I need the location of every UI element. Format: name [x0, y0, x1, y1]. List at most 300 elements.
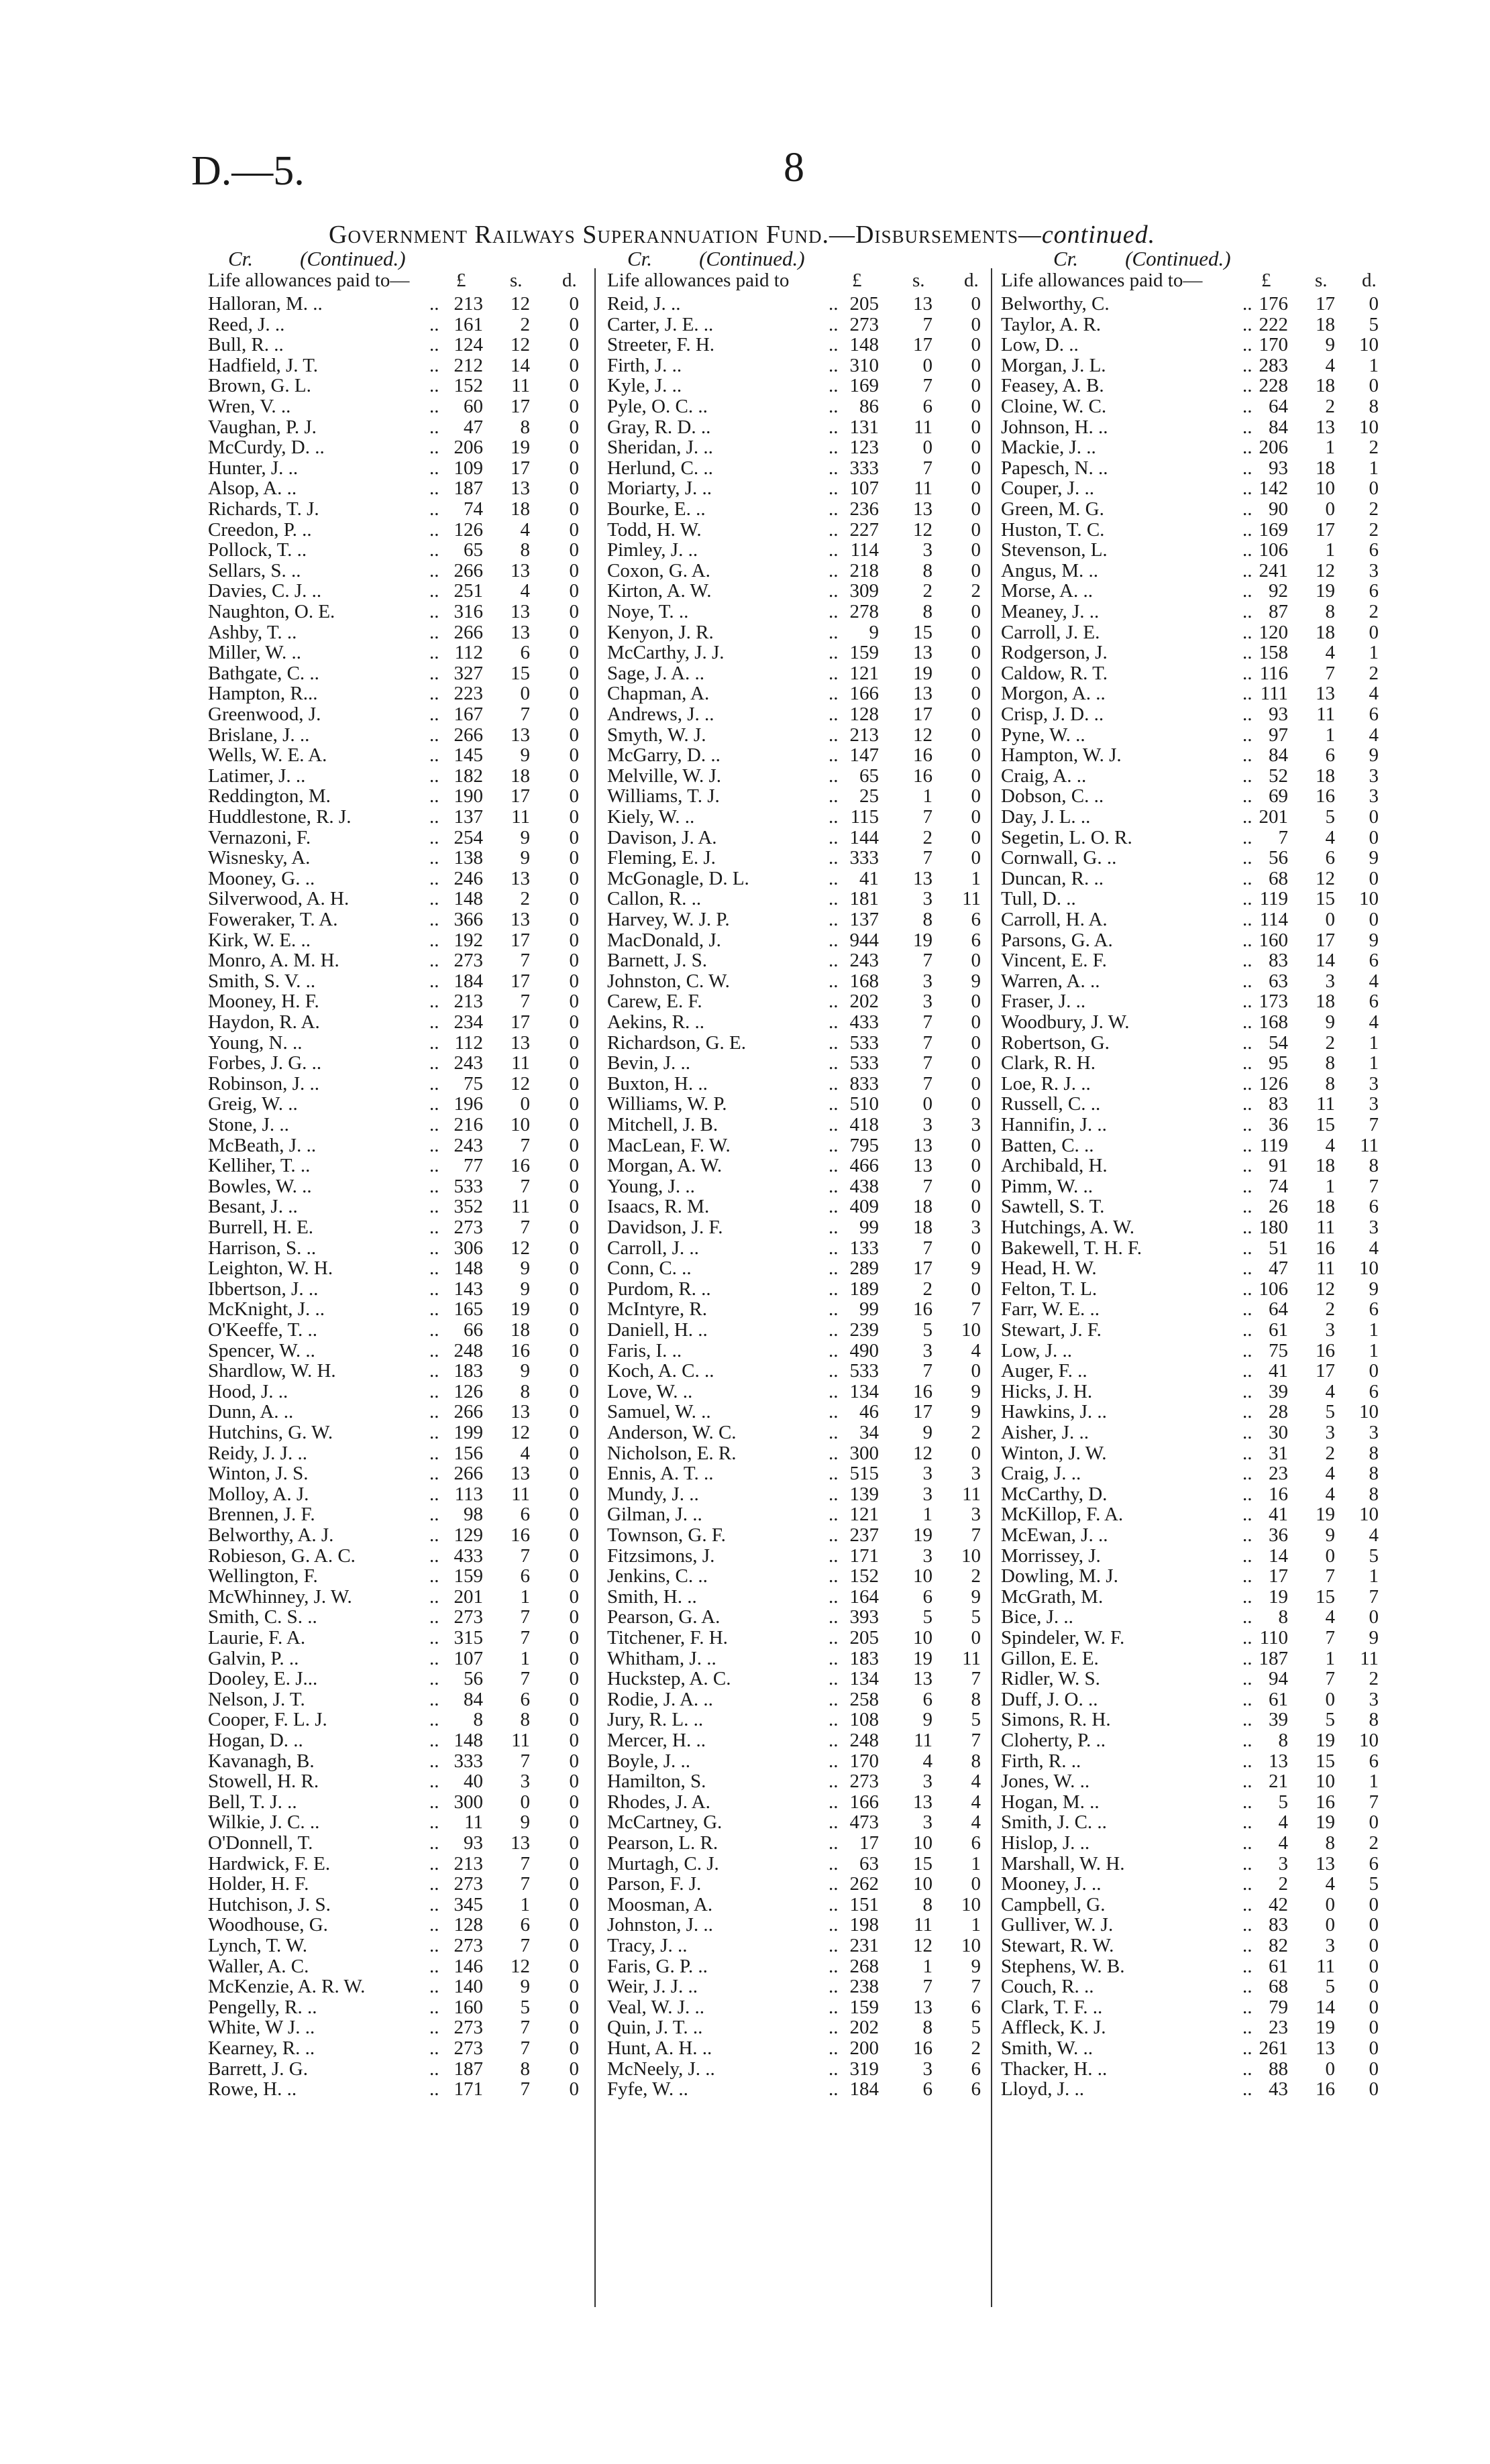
payee-name: Herlund, C. ..: [607, 457, 713, 479]
amount-shillings: 15: [511, 662, 530, 684]
amount-shillings: 5: [1325, 806, 1335, 828]
amount-shillings: 19: [913, 929, 933, 951]
amount-pence: 6: [1369, 991, 1379, 1013]
amount-pounds: 273: [454, 2037, 483, 2059]
amount-shillings: 12: [511, 1072, 530, 1095]
amount-pence: 0: [971, 313, 981, 335]
payee-name: White, W J. ..: [208, 2017, 315, 2039]
amount-pounds: 236: [849, 498, 879, 520]
amount-shillings: 9: [520, 847, 530, 869]
document-reference: D.—5.: [191, 148, 305, 194]
table-row: [1001, 601, 1379, 622]
amount-pence: 0: [569, 1811, 579, 1834]
payee-name: Huston, T. C.: [1001, 518, 1105, 541]
amount-pence: 4: [1369, 970, 1379, 992]
amount-shillings: 9: [520, 1976, 530, 1998]
leader-dots: ..: [429, 1422, 439, 1443]
amount-pounds: 88: [1269, 2058, 1288, 2080]
table-row: [1001, 416, 1379, 438]
leader-dots: ..: [1242, 642, 1253, 664]
amount-pounds: 19: [1269, 1585, 1288, 1608]
amount-shillings: 9: [520, 1360, 530, 1382]
amount-pence: 3: [971, 1463, 981, 1485]
payee-name: Duff, J. O. ..: [1001, 1688, 1098, 1710]
table-row: [607, 991, 981, 1012]
amount-shillings: 6: [922, 1688, 933, 1710]
amount-pounds: 166: [849, 1791, 879, 1813]
amount-pounds: 202: [849, 2017, 879, 2039]
payee-name: Foweraker, T. A.: [208, 909, 338, 930]
amount-shillings: 0: [1325, 498, 1335, 520]
amount-pounds: 112: [454, 642, 483, 664]
payee-name: Pimm, W. ..: [1001, 1175, 1093, 1197]
amount-pounds: 8: [1278, 1606, 1288, 1628]
amount-shillings: 7: [520, 1545, 530, 1567]
amount-pounds: 160: [454, 1996, 483, 2018]
leader-dots: ..: [829, 354, 839, 376]
leader-dots: ..: [1242, 2078, 1253, 2101]
header-shillings: s.: [912, 270, 925, 291]
amount-pounds: 213: [849, 724, 879, 746]
amount-pence: 9: [1369, 744, 1379, 767]
leader-dots: ..: [1242, 1175, 1253, 1197]
amount-pounds: 248: [849, 1730, 879, 1751]
payee-name: Cloherty, P. ..: [1001, 1730, 1106, 1751]
table-row: [607, 1278, 981, 1300]
amount-pence: 11: [962, 888, 981, 910]
payee-name: McGrath, M.: [1001, 1585, 1104, 1608]
amount-pounds: 366: [454, 909, 483, 930]
amount-shillings: 6: [520, 1565, 530, 1587]
amount-pence: 6: [1369, 1298, 1379, 1321]
amount-pounds: 137: [849, 909, 879, 930]
amount-pence: 3: [1369, 1093, 1379, 1115]
amount-pounds: 121: [849, 1504, 879, 1526]
amount-pounds: 273: [849, 1771, 879, 1793]
payee-name: Reddington, M.: [208, 785, 331, 807]
amount-shillings: 4: [1325, 354, 1335, 376]
payee-name: Carew, E. F.: [607, 991, 702, 1013]
amount-pence: 0: [569, 1852, 579, 1874]
table-row: [208, 1340, 579, 1361]
amount-pounds: 28: [1269, 1401, 1288, 1423]
table-row: [607, 1237, 981, 1259]
amount-shillings: 0: [1325, 2058, 1335, 2080]
payee-name: Hawkins, J. ..: [1001, 1401, 1107, 1423]
amount-pence: 0: [569, 1976, 579, 1998]
amount-pence: 0: [569, 2037, 579, 2059]
amount-shillings: 13: [511, 909, 530, 930]
payee-name: Smith, S. V. ..: [208, 970, 316, 992]
amount-pence: 1: [1369, 1052, 1379, 1074]
amount-pence: 0: [569, 1565, 579, 1587]
amount-pounds: 129: [454, 1524, 483, 1546]
amount-pounds: 231: [849, 1935, 879, 1956]
amount-pence: 0: [971, 1072, 981, 1095]
payee-name: Pearson, L. R.: [607, 1832, 719, 1854]
payee-name: Reed, J. ..: [208, 313, 285, 335]
leader-dots: ..: [429, 1976, 439, 1998]
amount-pence: 0: [569, 437, 579, 459]
payee-name: Hicks, J. H.: [1001, 1380, 1093, 1402]
payee-name: Belworthy, C.: [1001, 293, 1110, 315]
payee-name: Ridler, W. S.: [1001, 1668, 1100, 1690]
leader-dots: ..: [1242, 1832, 1253, 1854]
amount-pounds: 86: [859, 396, 879, 417]
payee-name: Papesch, N. ..: [1001, 457, 1108, 479]
amount-shillings: 19: [1316, 2017, 1335, 2039]
amount-shillings: 19: [511, 1298, 530, 1321]
payee-name: McGonagle, D. L.: [607, 867, 749, 889]
amount-shillings: 12: [1316, 559, 1335, 581]
leader-dots: ..: [1242, 580, 1253, 602]
amount-shillings: 9: [1325, 1011, 1335, 1033]
amount-pence: 7: [971, 1668, 981, 1690]
amount-pence: 0: [1369, 1955, 1379, 1977]
table-row: [607, 1483, 981, 1505]
payee-name: Vernazoni, F.: [208, 826, 311, 848]
payee-name: Quin, J. T. ..: [607, 2017, 703, 2039]
payee-name: Stewart, R. W.: [1001, 1935, 1114, 1956]
payee-name: Morse, A. ..: [1001, 580, 1093, 602]
amount-pence: 0: [971, 354, 981, 376]
amount-shillings: 3: [922, 1339, 933, 1361]
amount-shillings: 9: [922, 1709, 933, 1731]
amount-shillings: 4: [1325, 1463, 1335, 1485]
leader-dots: ..: [429, 1996, 439, 2018]
amount-shillings: 0: [922, 354, 933, 376]
amount-shillings: 17: [913, 1401, 933, 1423]
leader-dots: ..: [829, 1196, 839, 1218]
column-credit-heading: [1053, 247, 1231, 271]
payee-name: Hogan, D. ..: [208, 1730, 303, 1751]
amount-pounds: 84: [1269, 416, 1288, 438]
payee-name: Spencer, W. ..: [208, 1339, 315, 1361]
table-row: [208, 1032, 579, 1054]
payee-name: Bull, R. ..: [208, 334, 284, 356]
amount-pounds: 300: [849, 1442, 879, 1464]
payee-name: Vincent, E. F.: [1001, 950, 1107, 972]
amount-pence: 7: [971, 1524, 981, 1546]
amount-pence: 0: [569, 601, 579, 622]
payee-name: Jenkins, C. ..: [607, 1565, 708, 1587]
table-row: [1001, 437, 1379, 458]
table-row: [1001, 930, 1379, 951]
leader-dots: ..: [829, 642, 839, 664]
payee-name: Farr, W. E. ..: [1001, 1298, 1100, 1321]
payee-name: Conn, C. ..: [607, 1257, 692, 1280]
amount-shillings: 9: [1325, 1524, 1335, 1546]
amount-pence: 0: [569, 1606, 579, 1628]
table-row: [1001, 560, 1379, 581]
table-row: [607, 622, 981, 643]
payee-name: Alsop, A. ..: [208, 478, 297, 500]
table-row: [607, 580, 981, 602]
amount-shillings: 11: [511, 1483, 530, 1505]
amount-shillings: 17: [1316, 518, 1335, 541]
payee-name: Boyle, J. ..: [607, 1750, 691, 1772]
table-row: [607, 2058, 981, 2080]
amount-pounds: 93: [1269, 457, 1288, 479]
amount-pence: 0: [569, 1955, 579, 1977]
leader-dots: ..: [429, 1750, 439, 1772]
amount-shillings: 9: [922, 1422, 933, 1443]
leader-dots: ..: [1242, 1052, 1253, 1074]
leader-dots: ..: [829, 704, 839, 725]
amount-pounds: 42: [1269, 1893, 1288, 1915]
leader-dots: ..: [429, 950, 439, 972]
amount-pence: 1: [1369, 354, 1379, 376]
amount-pence: 6: [971, 1996, 981, 2018]
amount-pounds: 114: [850, 539, 879, 561]
amount-pounds: 106: [1259, 1278, 1288, 1300]
table-row: [1001, 1853, 1379, 1874]
amount-shillings: 4: [1325, 1380, 1335, 1402]
amount-pounds: 64: [1269, 1298, 1288, 1321]
payee-name: Hunt, A. H. ..: [607, 2037, 712, 2059]
table-row: [607, 1298, 981, 1320]
payee-name: Parsons, G. A.: [1001, 929, 1113, 951]
amount-pence: 0: [971, 1873, 981, 1895]
amount-pence: 4: [1369, 1237, 1379, 1259]
amount-pence: 1: [971, 1852, 981, 1874]
payee-name: Spindeler, W. F.: [1001, 1627, 1125, 1648]
leader-dots: ..: [1242, 437, 1253, 459]
leader-dots: ..: [1242, 847, 1253, 869]
payee-name: Veal, W. J. ..: [607, 1996, 704, 2018]
amount-pence: 1: [1369, 1339, 1379, 1361]
payee-name: Buxton, H. ..: [607, 1072, 708, 1095]
amount-pence: 7: [1369, 1585, 1379, 1608]
leader-dots: ..: [429, 334, 439, 356]
table-row: [208, 1811, 579, 1833]
amount-pence: 0: [569, 1114, 579, 1135]
amount-shillings: 11: [1316, 1955, 1335, 1977]
payee-name: Barnett, J. S.: [607, 950, 708, 972]
table-row: [1001, 293, 1379, 315]
table-row: [1001, 1730, 1379, 1751]
amount-pounds: 237: [849, 1524, 879, 1546]
amount-pounds: 36: [1269, 1114, 1288, 1135]
amount-pounds: 227: [849, 518, 879, 541]
title-text: Government Railways Superannuation Fund.—Disbursements: [329, 221, 1019, 249]
payee-name: Hutchings, A. W.: [1001, 1217, 1134, 1238]
amount-pence: 9: [971, 1380, 981, 1402]
amount-pence: 10: [1359, 1730, 1379, 1751]
amount-pence: 8: [1369, 1709, 1379, 1731]
table-row: [208, 909, 579, 930]
payee-name: Parson, F. J.: [607, 1873, 702, 1895]
amount-shillings: 13: [1316, 2037, 1335, 2059]
payee-name: McCartney, G.: [607, 1811, 723, 1834]
amount-pounds: 95: [1269, 1052, 1288, 1074]
amount-shillings: 3: [922, 1545, 933, 1567]
amount-pence: 2: [971, 1565, 981, 1587]
amount-pence: 0: [1369, 867, 1379, 889]
amount-shillings: 3: [1325, 1935, 1335, 1956]
amount-pence: 0: [569, 478, 579, 500]
amount-pence: 3: [1369, 559, 1379, 581]
amount-shillings: 16: [1316, 1339, 1335, 1361]
amount-shillings: 11: [1316, 1257, 1335, 1280]
amount-pence: 9: [971, 1585, 981, 1608]
amount-pence: 0: [971, 293, 981, 315]
table-row: [1001, 1648, 1379, 1669]
payee-name: Stewart, J. F.: [1001, 1319, 1102, 1341]
payee-name: McKenzie, A. R. W.: [208, 1976, 366, 1998]
amount-pounds: 115: [850, 806, 879, 828]
table-row: [208, 2017, 579, 2038]
leader-dots: ..: [1242, 1976, 1253, 1998]
amount-shillings: 2: [520, 313, 530, 335]
table-row: [607, 1196, 981, 1217]
amount-pounds: 795: [849, 1134, 879, 1156]
leader-dots: ..: [1242, 950, 1253, 972]
amount-pence: 0: [569, 1873, 579, 1895]
amount-pounds: 201: [454, 1585, 483, 1608]
amount-pounds: 39: [1269, 1709, 1288, 1731]
amount-pounds: 34: [859, 1422, 879, 1443]
leader-dots: ..: [1242, 1996, 1253, 2018]
amount-shillings: 1: [520, 1585, 530, 1608]
leader-dots: ..: [1242, 416, 1253, 438]
leader-dots: ..: [429, 1545, 439, 1567]
payee-name: Kenyon, J. R.: [607, 621, 714, 643]
table-row: [1001, 1360, 1379, 1382]
table-row: [208, 1196, 579, 1217]
amount-pounds: 90: [1269, 498, 1288, 520]
payee-name: Cornwall, G. ..: [1001, 847, 1117, 869]
amount-pence: 0: [1369, 2058, 1379, 2080]
leader-dots: ..: [829, 1627, 839, 1648]
table-row: [607, 519, 981, 541]
amount-pounds: 213: [454, 991, 483, 1013]
amount-shillings: 0: [1325, 1914, 1335, 1936]
amount-pence: 0: [569, 1730, 579, 1751]
amount-pence: 10: [1359, 416, 1379, 438]
amount-pence: 9: [1369, 929, 1379, 951]
table-row: [1001, 1811, 1379, 1833]
table-row: [607, 1135, 981, 1156]
leader-dots: ..: [829, 970, 839, 992]
payee-name: Craig, A. ..: [1001, 765, 1087, 787]
payee-name: Sage, J. A. ..: [607, 662, 704, 684]
leader-dots: ..: [429, 1072, 439, 1095]
amount-shillings: 2: [1325, 1442, 1335, 1464]
payee-name: Bell, T. J. ..: [208, 1791, 297, 1813]
amount-pounds: 121: [849, 662, 879, 684]
payee-name: Warren, A. ..: [1001, 970, 1100, 992]
payee-name: Dowling, M. J.: [1001, 1565, 1118, 1587]
payee-name: Rowe, H. ..: [208, 2078, 297, 2101]
amount-pence: 7: [1369, 1791, 1379, 1813]
amount-shillings: 3: [922, 2058, 933, 2080]
amount-shillings: 7: [520, 1175, 530, 1197]
payee-name: Moriarty, J. ..: [607, 478, 712, 500]
leader-dots: ..: [1242, 1791, 1253, 1813]
amount-pounds: 169: [1259, 518, 1288, 541]
amount-shillings: 10: [1316, 478, 1335, 500]
leader-dots: ..: [1242, 1893, 1253, 1915]
amount-shillings: 15: [913, 621, 933, 643]
amount-pence: 0: [971, 334, 981, 356]
amount-pounds: 23: [1269, 2017, 1288, 2039]
amount-pounds: 75: [1269, 1339, 1288, 1361]
amount-pounds: 148: [454, 1257, 483, 1280]
amount-shillings: 3: [1325, 1422, 1335, 1443]
table-row: [208, 1319, 579, 1341]
amount-shillings: 10: [913, 1873, 933, 1895]
leader-dots: ..: [829, 1832, 839, 1854]
amount-pence: 0: [569, 1237, 579, 1259]
table-row: [208, 1997, 579, 2018]
table-row: [607, 2037, 981, 2059]
leader-dots: ..: [429, 785, 439, 807]
table-row: [1001, 785, 1379, 807]
leader-dots: ..: [1242, 1730, 1253, 1751]
amount-shillings: 13: [913, 1791, 933, 1813]
amount-pounds: 52: [1269, 765, 1288, 787]
amount-pence: 0: [1369, 293, 1379, 315]
table-row: [607, 1709, 981, 1730]
table-row: [208, 1073, 579, 1095]
amount-pounds: 110: [1259, 1627, 1288, 1648]
table-row: [607, 416, 981, 438]
amount-pence: 0: [971, 1278, 981, 1300]
payee-name: Wells, W. E. A.: [208, 744, 327, 767]
amount-pence: 5: [1369, 1545, 1379, 1567]
amount-shillings: 18: [1316, 621, 1335, 643]
leader-dots: ..: [829, 826, 839, 848]
amount-shillings: 8: [922, 601, 933, 622]
amount-shillings: 1: [1325, 1175, 1335, 1197]
amount-pence: 0: [971, 375, 981, 397]
amount-pence: 0: [569, 1360, 579, 1382]
payee-name: Caldow, R. T.: [1001, 662, 1108, 684]
amount-pence: 0: [569, 518, 579, 541]
payee-name: Molloy, A. J.: [208, 1483, 309, 1505]
table-row: [208, 1443, 579, 1464]
amount-pounds: 21: [1269, 1771, 1288, 1793]
amount-shillings: 18: [913, 1196, 933, 1218]
amount-shillings: 17: [1316, 293, 1335, 315]
amount-pounds: 241: [1259, 559, 1288, 581]
amount-pounds: 239: [849, 1319, 879, 1341]
amount-pence: 0: [569, 1935, 579, 1956]
table-row: [607, 1997, 981, 2018]
table-row: [208, 1278, 579, 1300]
amount-pounds: 184: [454, 970, 483, 992]
table-row: [1001, 1443, 1379, 1464]
leader-dots: ..: [829, 313, 839, 335]
payee-name: Segetin, L. O. R.: [1001, 826, 1132, 848]
amount-pence: 0: [1369, 2037, 1379, 2059]
payee-name: Lloyd, J. ..: [1001, 2078, 1085, 2101]
amount-pence: 0: [569, 375, 579, 397]
amount-pence: 7: [971, 1298, 981, 1321]
amount-shillings: 8: [1325, 1052, 1335, 1074]
amount-shillings: 17: [1316, 1360, 1335, 1382]
amount-shillings: 17: [511, 1011, 530, 1033]
payee-name: Sheridan, J. ..: [607, 437, 713, 459]
amount-pence: 3: [1369, 765, 1379, 787]
leader-dots: ..: [1242, 1217, 1253, 1238]
payee-name: Daniell, H. ..: [607, 1319, 708, 1341]
payee-name: Hannifin, J. ..: [1001, 1114, 1107, 1135]
amount-pence: 0: [569, 1627, 579, 1648]
payee-name: Besant, J. ..: [208, 1196, 298, 1218]
payee-name: Hutchison, J. S.: [208, 1893, 331, 1915]
